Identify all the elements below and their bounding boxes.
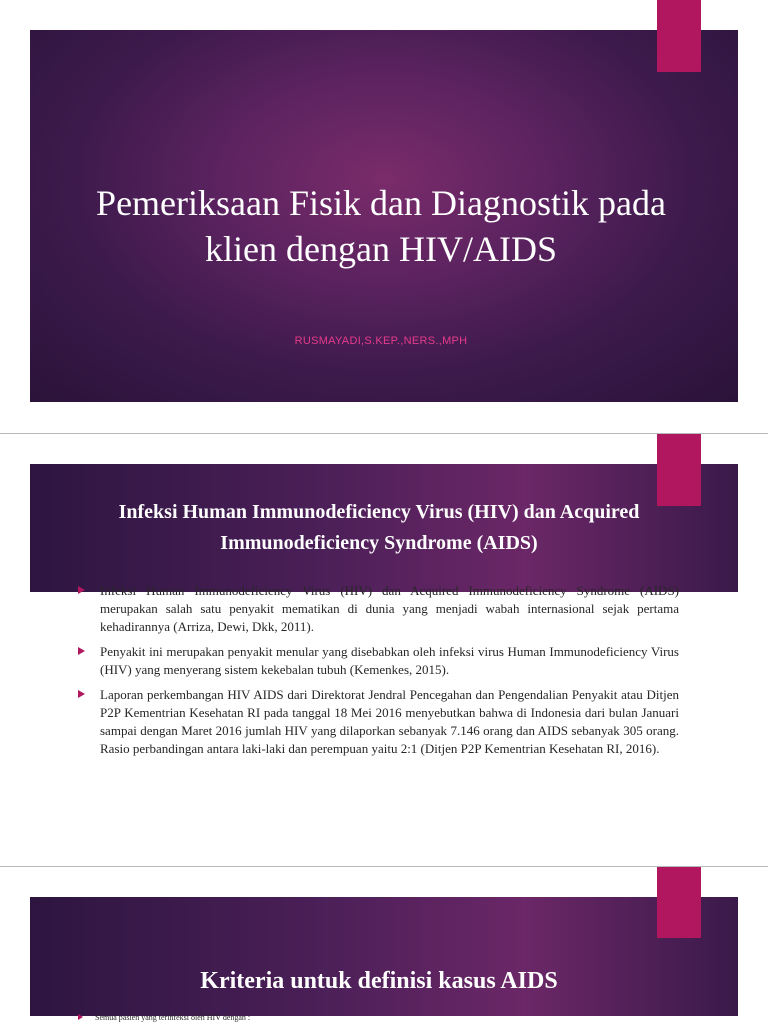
list-item <box>78 1012 679 1024</box>
slide-title: Kriteria untuk definisi kasus AIDS <box>200 968 558 994</box>
list-item <box>78 643 679 679</box>
slide-title: Infeksi Human Immunodeficiency Virus (HIV) dan Acquired Immunodeficiency Syndrome (AIDS) <box>118 501 640 554</box>
title-band <box>30 464 738 592</box>
slide-2 <box>0 434 768 866</box>
title-panel <box>30 30 738 402</box>
slide-subtitle: RUSMAYADI,S.KEP.,NERS.,MPH <box>294 335 468 347</box>
list-item <box>78 582 679 636</box>
bullet-list <box>78 1012 679 1024</box>
title-band <box>30 897 738 1016</box>
bullet-text: Infeksi Human Immunodeficiency Virus (HIV) dan Acquired Immunodeficiency Syndrome (AIDS) merupakan salah satu penyakit mematikan di dunia yang menjadi wabah internasional sejak pertama kehadirannya (Arriza, Dewi, Dkk, 2011). <box>100 583 679 634</box>
accent-bar <box>657 867 701 938</box>
list-item <box>78 686 679 758</box>
slide-title: Pemeriksaan Fisik dan Diagnostik pada klien dengan HIV/AIDS <box>96 183 666 269</box>
triangle-bullet-icon <box>78 586 85 594</box>
bullet-text: Semua pasien yang terinfeksi oleh HIV dengan : <box>95 1013 251 1022</box>
triangle-bullet-icon <box>78 647 85 655</box>
bullet-text: Laporan perkembangan HIV AIDS dari Direktorat Jendral Pencegahan dan Pengendalian Penyakit atau Ditjen P2P Kementrian Kesehatan RI pada tanggal 18 Mei 2016 menyebutkan bahwa di Indonesia dari bulan Januari sampai dengan Maret 2016 jumlah HIV yang dilaporkan sebanyak 7.146 orang dan AIDS sebanyak 305 orang. Rasio perbandingan antara laki-laki dan perempuan yaitu 2:1 (Ditjen P2P Kementrian Kesehatan RI, 2016). <box>100 687 679 756</box>
bullet-text: Penyakit ini merupakan penyakit menular yang disebabkan oleh infeksi virus Human Immunodeficiency Virus (HIV) yang menyerang sistem kekebalan tubuh (Kemenkes, 2015). <box>100 644 679 677</box>
triangle-bullet-icon <box>78 1014 83 1020</box>
accent-bar <box>657 0 701 72</box>
bullet-list <box>78 582 679 765</box>
triangle-bullet-icon <box>78 690 85 698</box>
accent-bar <box>657 434 701 506</box>
slide-1 <box>0 0 768 433</box>
slide-3 <box>0 867 768 1024</box>
